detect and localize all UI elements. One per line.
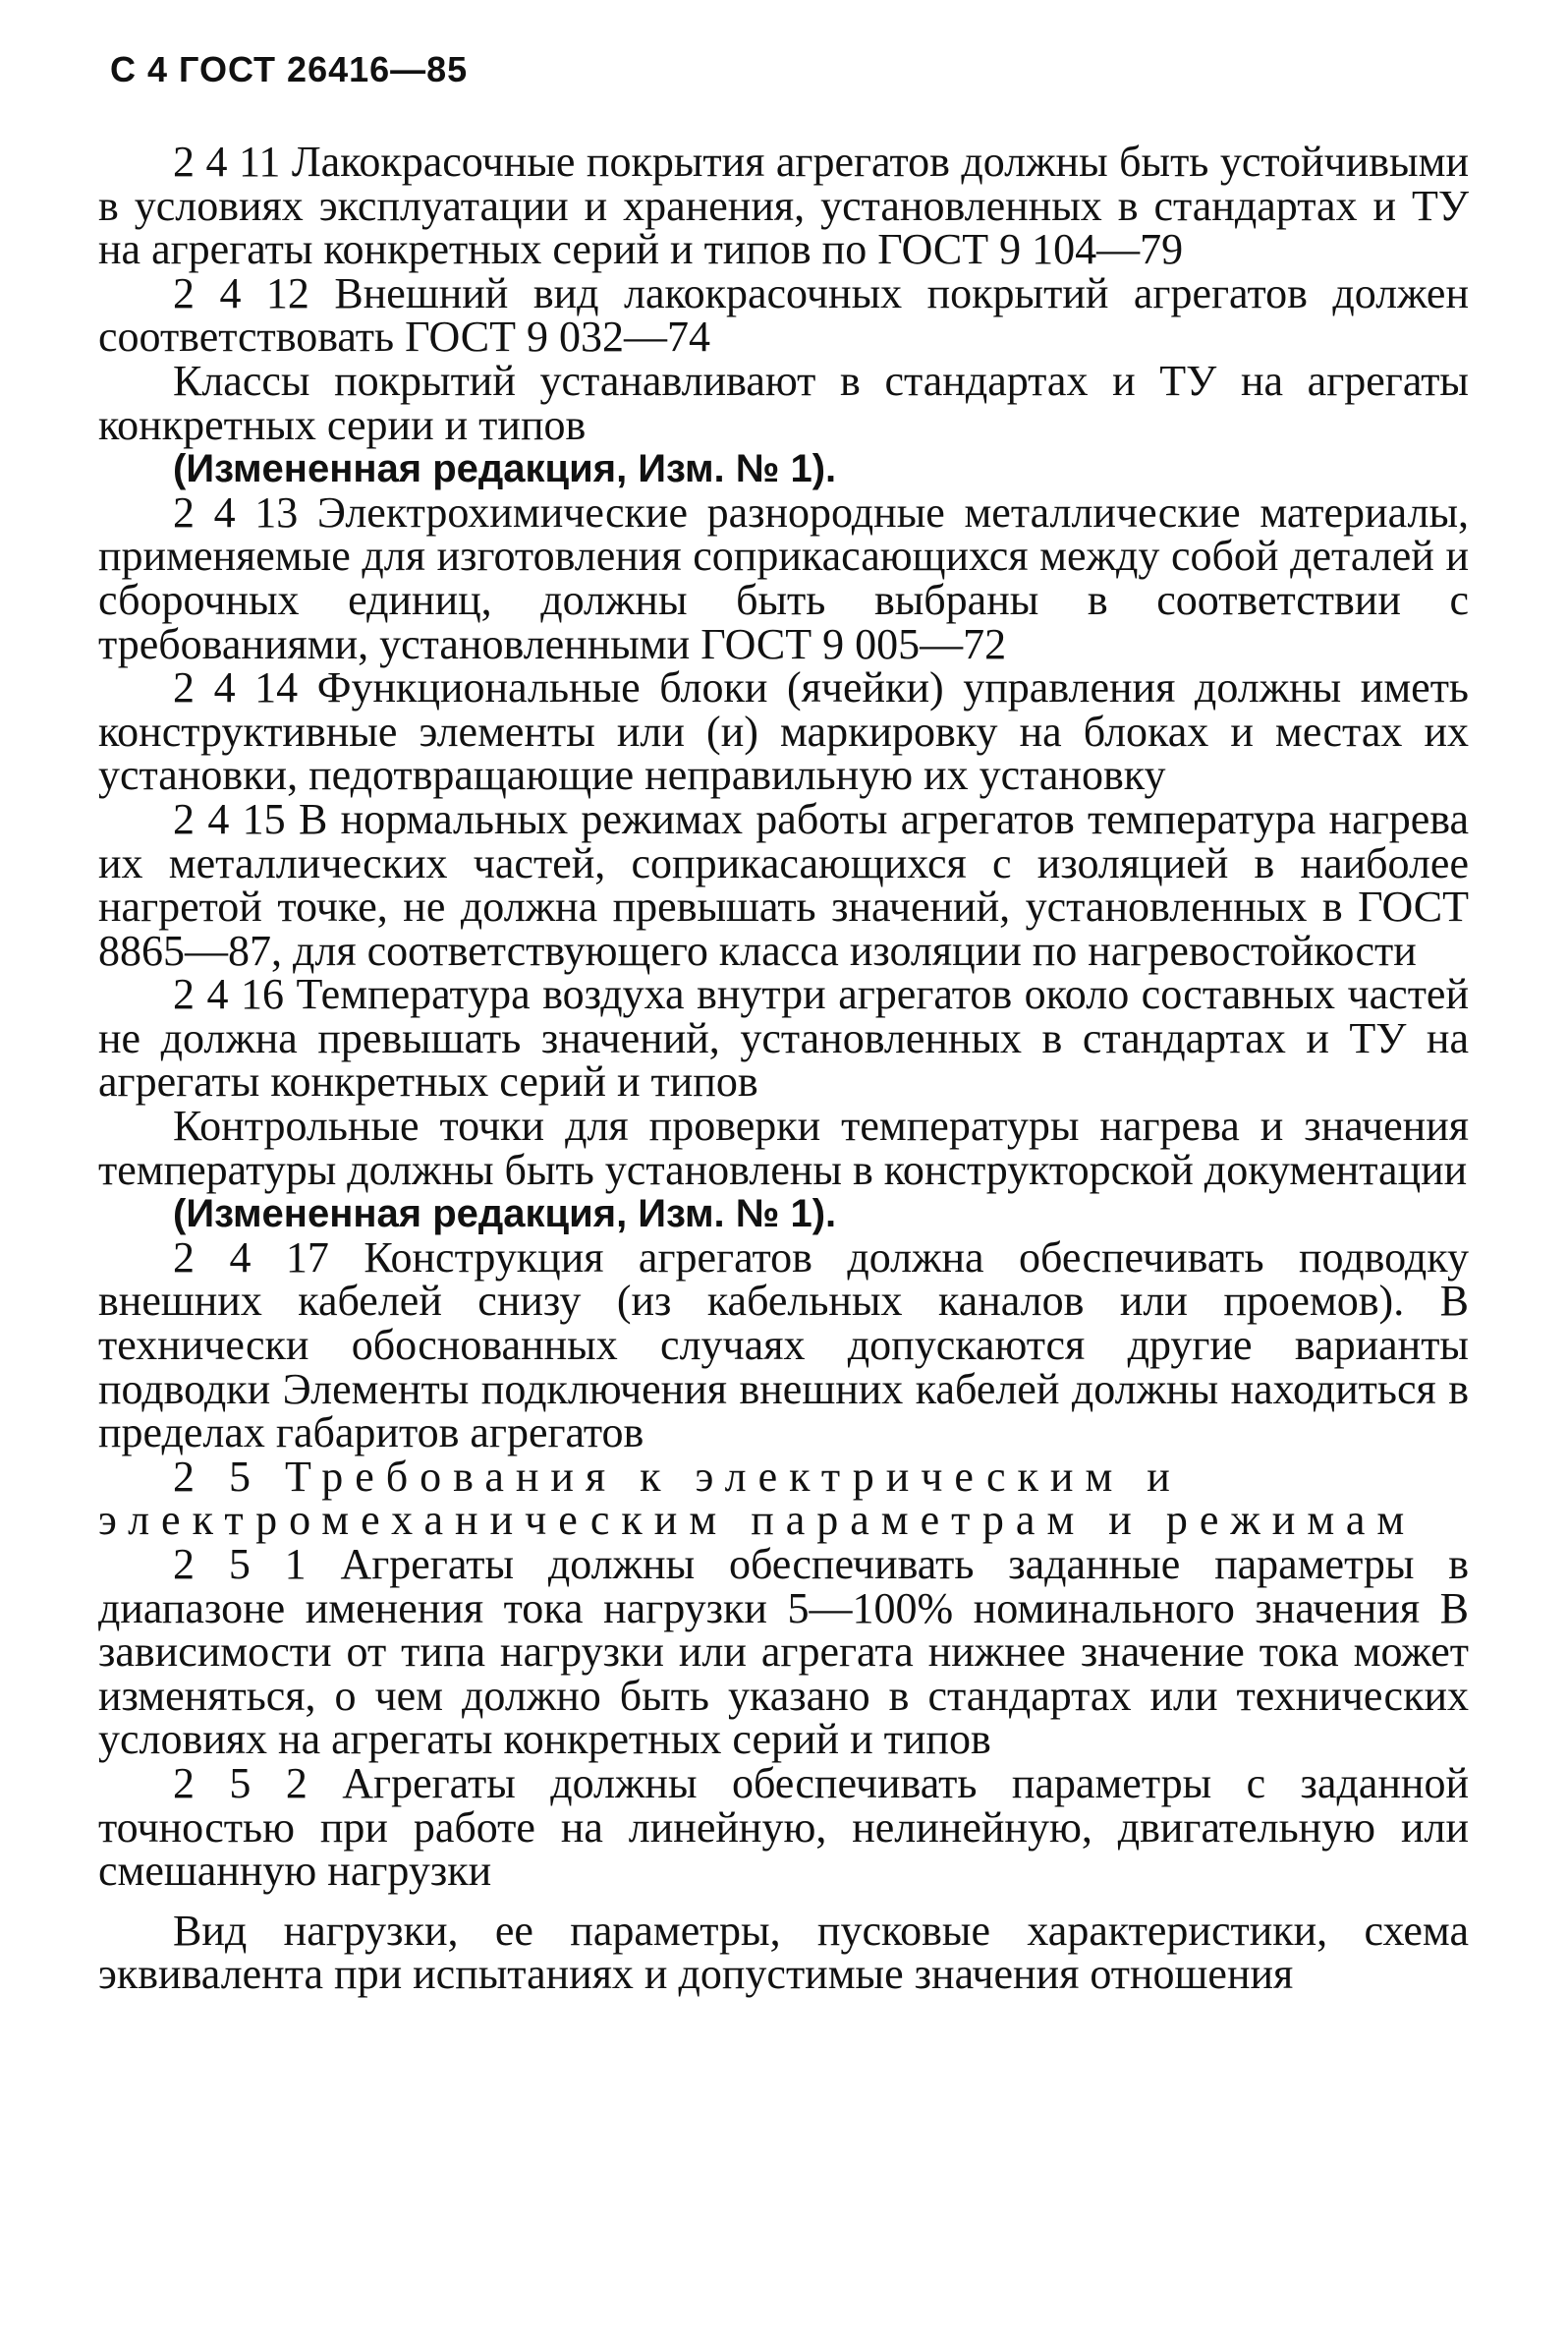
paragraph-2-5-1: 2 5 1 Агрегаты должны обеспечивать заданные параметры в диапазоне именения тока нагрузки 5—100% номинального значения В зависимости от типа нагрузки или агрегата нижнее значение тока может изменяться, о чем должно быть указано в стандартах или технических условиях на агрегаты конкретных серий и типов bbox=[98, 1540, 1469, 1764]
paragraph-2-4-17: 2 4 17 Конструкция агрегатов должна обеспечивать подводку внешних кабелей снизу (из кабельных каналов или проемов). В технически обоснованных случаях допускаются другие варианты подводки Элементы подключения внешних кабелей должны находиться в пределах габаритов агрегатов bbox=[98, 1232, 1469, 1457]
amendment-note: (Измененная редакция, Изм. № 1). bbox=[173, 1192, 837, 1236]
paragraph-coating-classes: Классы покрытий устанавливают в стандартах и ТУ на агрегаты конкретных серии и типов bbox=[98, 356, 1469, 449]
paragraph-2-4-16: 2 4 16 Температура воздуха внутри агрегатов около составных частей не должна превышать значений, установленных в стандартах и ТУ на агрегаты конкретных серий и типов bbox=[98, 970, 1469, 1107]
section-heading-2-5: 2 5 Требования к электрическим и электромеханическим параметрам и режимам bbox=[98, 1452, 1417, 1545]
paragraph-control-points: Контрольные точки для проверки температуры нагрева и значения температуры должны быть установлены в конструкторской документации bbox=[98, 1102, 1469, 1194]
amendment-note: (Измененная редакция, Изм. № 1). bbox=[173, 447, 837, 491]
paragraph-2-5-2: 2 5 2 Агрегаты должны обеспечивать параметры с заданной точностью при работе на линейную, нелинейную, двигательную или смешанную нагрузки bbox=[98, 1758, 1469, 1896]
page-header: С 4 ГОСТ 26416—85 bbox=[110, 49, 469, 89]
paragraph-2-4-14: 2 4 14 Функциональные блоки (ячейки) управления должны иметь конструктивные элементы или (и) маркировку на блоках и местах их установки, педотвращающие неправильную их установку bbox=[98, 663, 1469, 800]
paragraph-2-4-12: 2 4 12 Внешний вид лакокрасочных покрытий агрегатов должен соответствовать ГОСТ 9 032—74 bbox=[98, 268, 1469, 362]
paragraph-2-4-11: 2 4 11 Лакокрасочные покрытия агрегатов должны быть устойчивыми в условиях эксплуатации и хранения, установленных в стандартах и ТУ на агрегаты конкретных серий и типов по ГОСТ 9 104—79 bbox=[98, 138, 1469, 274]
paragraph-load-type: Вид нагрузки, ее параметры, пусковые характеристики, схема эквивалента при испытаниях и допустимые значения отношения bbox=[98, 1906, 1469, 1999]
paragraph-2-4-15: 2 4 15 В нормальных режимах работы агрегатов температура нагрева их металлических частей, соприкасающихся с изоляцией в наиболее нагретой точке, не должна превышать значений, установленных в ГОСТ 8865—87, для соответствующего класса изоляции по нагревостойкости bbox=[98, 794, 1469, 975]
paragraph-2-4-13: 2 4 13 Электрохимические разнородные металлические материалы, применяемые для изготовления соприкасающихся между собой деталей и сборочных единиц, должны быть выбраны в соответствии с требованиями, установленными ГОСТ 9 005—72 bbox=[98, 487, 1469, 668]
document-body bbox=[98, 138, 1469, 1999]
